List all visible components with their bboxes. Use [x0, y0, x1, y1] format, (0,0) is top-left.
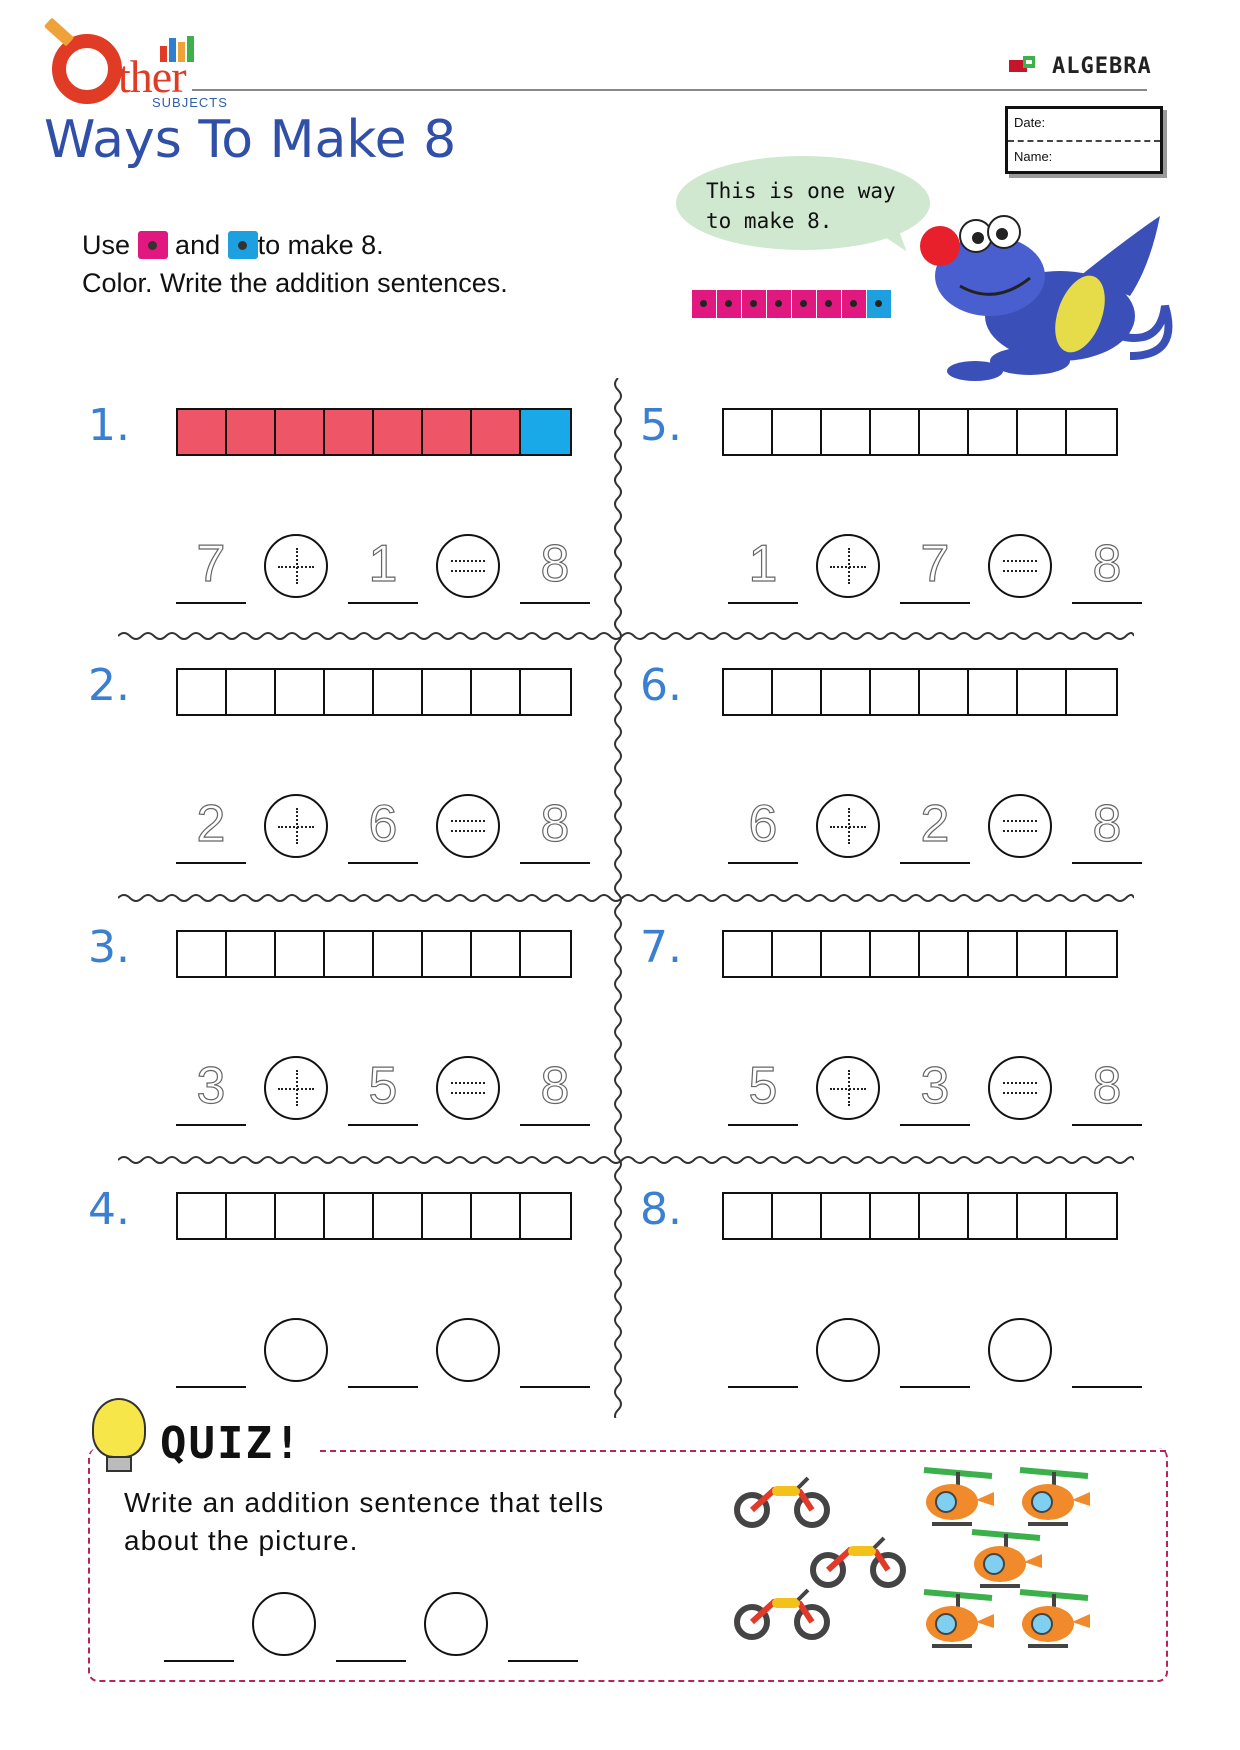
- bubble-line-2: to make 8.: [706, 209, 833, 233]
- pink-cube-icon: [742, 290, 766, 318]
- cube-cell[interactable]: [472, 410, 521, 454]
- cube-cell[interactable]: [969, 1194, 1018, 1238]
- plus-sign-circle[interactable]: [264, 794, 328, 858]
- instruction-text-and: and: [175, 230, 221, 260]
- cube-cell[interactable]: [920, 410, 969, 454]
- plus-sign-circle[interactable]: [816, 1318, 880, 1382]
- quiz-operator-circle[interactable]: [252, 1592, 316, 1656]
- motorcycle-icon: [810, 1528, 906, 1588]
- cube-cell[interactable]: [521, 932, 570, 976]
- cube-cell[interactable]: [521, 670, 570, 714]
- instruction-text-make: to make 8.: [257, 230, 384, 260]
- subject-label: ALGEBRA: [1052, 54, 1152, 79]
- cube-cell[interactable]: [472, 670, 521, 714]
- problem-5: [640, 400, 1200, 640]
- motorcycle-icon: [734, 1468, 830, 1528]
- cube-cell[interactable]: [1018, 1194, 1067, 1238]
- cube-cell[interactable]: [822, 670, 871, 714]
- cube-cell[interactable]: [724, 932, 773, 976]
- cube-cell[interactable]: [920, 932, 969, 976]
- cube-cell[interactable]: [871, 1194, 920, 1238]
- addition-sentence: [176, 1314, 596, 1394]
- cube-cell[interactable]: [472, 1194, 521, 1238]
- addend-blank[interactable]: 7: [900, 530, 970, 604]
- cube-cell[interactable]: [423, 410, 472, 454]
- pink-cube-icon: [717, 290, 741, 318]
- cube-bar: [176, 930, 572, 978]
- cube-train: [692, 290, 892, 320]
- cube-cell[interactable]: [773, 1194, 822, 1238]
- cube-cell[interactable]: [1018, 932, 1067, 976]
- addition-sentence: [728, 1052, 1148, 1132]
- addend-blank[interactable]: 2: [176, 790, 246, 864]
- cube-cell[interactable]: [227, 1194, 276, 1238]
- cube-cell[interactable]: [423, 932, 472, 976]
- plus-sign-circle[interactable]: [264, 534, 328, 598]
- quiz-operator-circle[interactable]: [424, 1592, 488, 1656]
- header-rule: [192, 89, 1147, 91]
- cube-cell[interactable]: [178, 670, 227, 714]
- page-title: Ways To Make 8: [44, 110, 457, 170]
- sum-blank[interactable]: 8: [520, 530, 590, 604]
- cube-cell[interactable]: [276, 670, 325, 714]
- cube-cell[interactable]: [276, 410, 325, 454]
- addition-sentence: [728, 1314, 1148, 1394]
- cube-cell[interactable]: [1018, 670, 1067, 714]
- problem-3: [88, 922, 648, 1162]
- cube-cell[interactable]: [423, 1194, 472, 1238]
- plus-sign-circle[interactable]: [816, 794, 880, 858]
- cube-cell[interactable]: [773, 670, 822, 714]
- instructions: [82, 226, 508, 302]
- addend-blank[interactable]: 3: [176, 1052, 246, 1126]
- cube-bar: [722, 930, 1118, 978]
- cube-cell[interactable]: [822, 410, 871, 454]
- cube-cell[interactable]: [521, 410, 570, 454]
- cube-cell[interactable]: [227, 932, 276, 976]
- addend-blank[interactable]: 6: [728, 790, 798, 864]
- motorcycle-icon: [734, 1580, 830, 1640]
- cube-cell[interactable]: [374, 670, 423, 714]
- logo-text: ther: [118, 51, 186, 102]
- helicopter-icon: [918, 1584, 998, 1656]
- cube-cell[interactable]: [822, 932, 871, 976]
- cube-cell[interactable]: [1067, 1194, 1116, 1238]
- cube-cell[interactable]: [374, 1194, 423, 1238]
- cube-cell[interactable]: [1067, 410, 1116, 454]
- cube-cell[interactable]: [178, 1194, 227, 1238]
- sum-blank[interactable]: 8: [1072, 1052, 1142, 1126]
- problem-number: 2.: [88, 660, 130, 711]
- cube-cell[interactable]: [724, 410, 773, 454]
- plus-sign-circle[interactable]: [816, 534, 880, 598]
- quiz-equation: [164, 1588, 584, 1668]
- problem-4: [88, 1184, 648, 1424]
- equals-sign-circle[interactable]: [436, 534, 500, 598]
- equals-sign-circle[interactable]: [436, 1056, 500, 1120]
- cube-bar: [722, 408, 1118, 456]
- helicopter-icon: [1014, 1584, 1094, 1656]
- cube-cell[interactable]: [178, 932, 227, 976]
- logo-o-mark: [52, 34, 122, 104]
- cube-cell[interactable]: [822, 1194, 871, 1238]
- cube-cell[interactable]: [374, 410, 423, 454]
- equals-sign-circle[interactable]: [436, 794, 500, 858]
- pink-cube-icon: [692, 290, 716, 318]
- addend-blank[interactable]: 3: [900, 1052, 970, 1126]
- cube-cell[interactable]: [724, 670, 773, 714]
- quiz-answer-blank[interactable]: [164, 1588, 234, 1662]
- sum-blank[interactable]: [520, 1314, 590, 1388]
- problem-number: 4.: [88, 1184, 130, 1235]
- problem-1: [88, 400, 648, 640]
- pink-cube-icon: [767, 290, 791, 318]
- cube-cell[interactable]: [276, 932, 325, 976]
- plus-sign-circle[interactable]: [264, 1318, 328, 1382]
- quiz-prompt-line-2: about the picture.: [124, 1525, 359, 1556]
- sum-blank[interactable]: [1072, 1314, 1142, 1388]
- instruction-text-use: Use: [82, 230, 131, 260]
- quiz-answer-blank[interactable]: [336, 1588, 406, 1662]
- sum-blank[interactable]: 8: [520, 790, 590, 864]
- cube-cell[interactable]: [773, 932, 822, 976]
- cube-cell[interactable]: [423, 670, 472, 714]
- cube-cell[interactable]: [521, 1194, 570, 1238]
- cube-cell[interactable]: [1067, 932, 1116, 976]
- cube-cell[interactable]: [920, 1194, 969, 1238]
- problem-number: 7.: [640, 922, 682, 973]
- cube-bar: [176, 408, 572, 456]
- cube-cell[interactable]: [969, 410, 1018, 454]
- quiz-answer-blank[interactable]: [508, 1588, 578, 1662]
- cube-cell[interactable]: [374, 932, 423, 976]
- cube-bar: [722, 668, 1118, 716]
- blue-cube-icon: [228, 231, 258, 259]
- cube-cell[interactable]: [871, 932, 920, 976]
- date-name-divider: [1008, 140, 1160, 142]
- date-label: Date:: [1014, 115, 1046, 130]
- problem-2: [88, 660, 648, 900]
- equals-sign-circle[interactable]: [436, 1318, 500, 1382]
- problem-6: [640, 660, 1200, 900]
- problem-8: [640, 1184, 1200, 1424]
- addend-blank[interactable]: 1: [348, 530, 418, 604]
- cube-cell[interactable]: [325, 410, 374, 454]
- sum-blank[interactable]: 8: [1072, 790, 1142, 864]
- addend-blank[interactable]: [728, 1314, 798, 1388]
- cube-cell[interactable]: [773, 410, 822, 454]
- sum-blank[interactable]: 8: [1072, 530, 1142, 604]
- problem-number: 3.: [88, 922, 130, 973]
- cube-cell[interactable]: [227, 670, 276, 714]
- addition-sentence: [176, 790, 596, 870]
- addend-blank[interactable]: [348, 1314, 418, 1388]
- cube-cell[interactable]: [325, 670, 374, 714]
- pink-cube-icon: [138, 231, 168, 259]
- addition-sentence: [728, 790, 1148, 870]
- cube-cell[interactable]: [969, 932, 1018, 976]
- pencil-icon: [44, 18, 74, 47]
- addend-blank[interactable]: 2: [900, 790, 970, 864]
- addend-blank[interactable]: 1: [728, 530, 798, 604]
- cube-cell[interactable]: [1018, 410, 1067, 454]
- logo-subtext: SUBJECTS: [152, 95, 228, 110]
- cube-cell[interactable]: [969, 670, 1018, 714]
- plus-sign-circle[interactable]: [264, 1056, 328, 1120]
- cube-bar: [176, 668, 572, 716]
- addend-blank[interactable]: [900, 1314, 970, 1388]
- cube-bar: [722, 1192, 1118, 1240]
- problem-number: 8.: [640, 1184, 682, 1235]
- cube-cell[interactable]: [724, 1194, 773, 1238]
- lightbulb-base: [106, 1456, 132, 1472]
- cube-cell[interactable]: [178, 410, 227, 454]
- monster-illustration: [880, 196, 1180, 386]
- cube-cell[interactable]: [276, 1194, 325, 1238]
- lightbulb-icon: [92, 1398, 146, 1458]
- bubble-line-1: This is one way: [706, 179, 896, 203]
- addend-blank[interactable]: 5: [348, 1052, 418, 1126]
- equals-sign-circle[interactable]: [988, 1056, 1052, 1120]
- cube-cell[interactable]: [871, 670, 920, 714]
- sum-blank[interactable]: 8: [520, 1052, 590, 1126]
- cube-cell[interactable]: [472, 932, 521, 976]
- date-name-box: [1005, 106, 1163, 174]
- problem-number: 1.: [88, 400, 130, 451]
- pink-cube-icon: [842, 290, 866, 318]
- cube-cell[interactable]: [325, 932, 374, 976]
- cube-bar: [176, 1192, 572, 1240]
- addition-sentence: [728, 530, 1148, 610]
- problem-number: 5.: [640, 400, 682, 451]
- pink-cube-icon: [792, 290, 816, 318]
- plus-sign-circle[interactable]: [816, 1056, 880, 1120]
- name-label: Name:: [1014, 149, 1053, 164]
- cube-cell[interactable]: [1067, 670, 1116, 714]
- blocks-icon: [1007, 54, 1037, 76]
- quiz-top-border: [320, 1446, 1168, 1456]
- cube-cell[interactable]: [227, 410, 276, 454]
- instruction-line-2: Color. Write the addition sentences.: [82, 268, 508, 298]
- problem-7: [640, 922, 1200, 1162]
- problem-number: 6.: [640, 660, 682, 711]
- quiz-prompt: [124, 1484, 604, 1560]
- quiz-prompt-line-1: Write an addition sentence that tells: [124, 1487, 605, 1518]
- addend-blank[interactable]: 6: [348, 790, 418, 864]
- addend-blank[interactable]: [176, 1314, 246, 1388]
- addition-sentence: [176, 530, 596, 610]
- pink-cube-icon: [817, 290, 841, 318]
- cube-cell[interactable]: [871, 410, 920, 454]
- equals-sign-circle[interactable]: [988, 534, 1052, 598]
- addend-blank[interactable]: 7: [176, 530, 246, 604]
- quiz-title: QUIZ!: [160, 1418, 303, 1469]
- addition-sentence: [176, 1052, 596, 1132]
- addend-blank[interactable]: 5: [728, 1052, 798, 1126]
- cube-cell[interactable]: [920, 670, 969, 714]
- equals-sign-circle[interactable]: [988, 794, 1052, 858]
- cube-cell[interactable]: [325, 1194, 374, 1238]
- equals-sign-circle[interactable]: [988, 1318, 1052, 1382]
